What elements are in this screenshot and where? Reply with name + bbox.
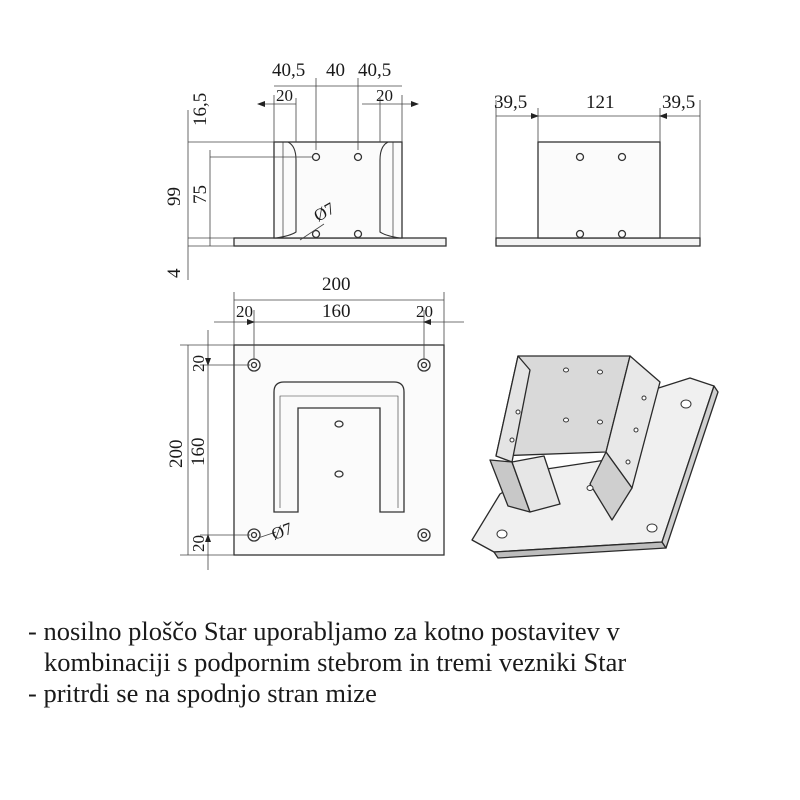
plan-hole-label: Ø7 bbox=[268, 518, 295, 544]
front-dim-side-1: 16,5 bbox=[190, 92, 211, 126]
front-dim-flange-right: 20 bbox=[376, 86, 393, 105]
notes-block bbox=[28, 616, 788, 709]
front-view bbox=[234, 142, 446, 246]
note-line-3: - pritrdi se na spodnjo stran mize bbox=[28, 678, 377, 708]
front-dim-side-3: 75 bbox=[190, 185, 211, 204]
front-dim-side-4: 4 bbox=[164, 268, 185, 278]
plan-view bbox=[234, 345, 444, 555]
plan-dim-side-1: 20 bbox=[189, 355, 208, 372]
plan-dim-top-2: 160 bbox=[322, 301, 351, 322]
plan-dim-top-1: 20 bbox=[236, 302, 253, 321]
plan-dim-side-4: 20 bbox=[189, 535, 208, 552]
side-base-plate bbox=[496, 238, 700, 246]
front-bracket-body bbox=[274, 142, 402, 238]
side-dim-top-2: 121 bbox=[586, 92, 615, 113]
front-dim-side-2: 99 bbox=[164, 187, 185, 206]
front-dim-flange-left: 20 bbox=[276, 86, 293, 105]
side-dim-top-3: 39,5 bbox=[662, 92, 696, 113]
side-dim-top-1: 39,5 bbox=[494, 92, 528, 113]
note-line-2: kombinaciji s podpornim stebrom in tremi vezniki Star bbox=[44, 647, 627, 677]
front-dim-top-2: 40 bbox=[326, 60, 345, 81]
front-hole-label: Ø7 bbox=[310, 198, 338, 226]
front-base-plate bbox=[234, 238, 446, 246]
note-line-1: - nosilno ploščo Star uporabljamo za kotno postavitev v bbox=[28, 616, 620, 646]
plan-dim-top-3: 20 bbox=[416, 302, 433, 321]
plan-base-plate bbox=[234, 345, 444, 555]
plan-dim-side-2: 200 bbox=[166, 439, 187, 468]
side-bracket-body bbox=[538, 142, 660, 238]
front-dim-top-1: 40,5 bbox=[272, 60, 306, 81]
plan-dim-side-3: 160 bbox=[188, 437, 209, 466]
front-dim-top-3: 40,5 bbox=[358, 60, 392, 81]
isometric-view bbox=[472, 356, 718, 558]
side-view bbox=[496, 142, 700, 246]
plan-dim-total: 200 bbox=[322, 274, 351, 295]
